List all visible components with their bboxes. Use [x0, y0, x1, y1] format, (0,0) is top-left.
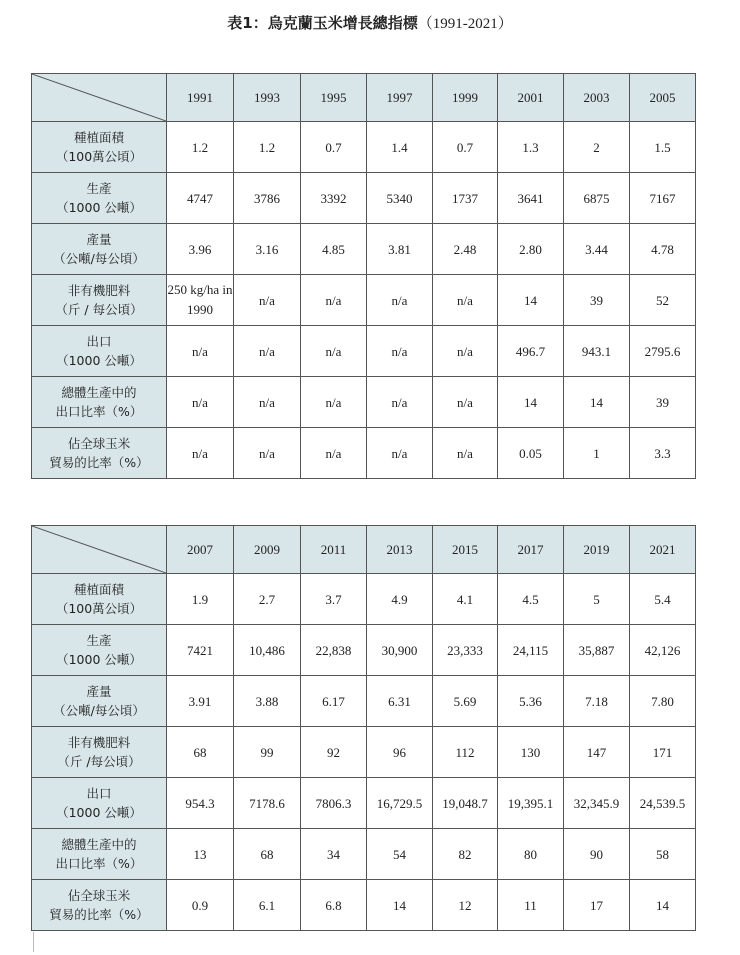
table-cell: 0.7	[433, 122, 498, 173]
table-cell: 3.3	[630, 428, 696, 479]
row-label-line: 貿易的比率（%）	[49, 907, 149, 922]
row-label-line: （1000 公噸）	[56, 200, 142, 215]
table-cell: 3.44	[564, 224, 630, 275]
table-row	[32, 224, 696, 275]
table-cell: n/a	[234, 326, 301, 377]
row-label-line: （100萬公頃）	[55, 149, 143, 164]
table-cell: n/a	[167, 377, 234, 428]
table-cell: 35,887	[564, 625, 630, 676]
table-cell: 147	[564, 727, 630, 778]
title-range: （1991-2021）	[417, 16, 513, 32]
row-label-line: 貿易的比率（%）	[49, 455, 149, 470]
table-row	[32, 829, 696, 880]
table-cell: 7167	[630, 173, 696, 224]
row-label-line: （1000 公噸）	[56, 805, 142, 820]
corner-cell	[32, 526, 167, 574]
row-label	[32, 778, 167, 829]
year-header: 2021	[630, 526, 696, 574]
row-label	[32, 224, 167, 275]
table-cell: 3392	[301, 173, 367, 224]
table-cell: 1.4	[367, 122, 433, 173]
table-cell: 2.48	[433, 224, 498, 275]
row-label-line: 總體生產中的	[61, 385, 137, 400]
table-cell: 7806.3	[301, 778, 367, 829]
table-cell: 171	[630, 727, 696, 778]
year-header: 2003	[564, 74, 630, 122]
table-cell: 22,838	[301, 625, 367, 676]
row-label-line: 佔全球玉米	[67, 888, 131, 903]
table-cell: 10,486	[234, 625, 301, 676]
table-row	[32, 173, 696, 224]
row-label-line: 非有機肥料	[67, 283, 131, 298]
table-cell: 1	[564, 428, 630, 479]
table-cell: n/a	[167, 326, 234, 377]
table-cell: 2	[564, 122, 630, 173]
table-cell: 6.31	[367, 676, 433, 727]
row-label	[32, 122, 167, 173]
row-label-line: （1000 公噸）	[56, 652, 142, 667]
table-cell: 39	[630, 377, 696, 428]
table-cell: 24,115	[498, 625, 564, 676]
table-cell: 11	[498, 880, 564, 931]
table-cell: 954.3	[167, 778, 234, 829]
table-cell: 24,539.5	[630, 778, 696, 829]
table-cell: n/a	[367, 326, 433, 377]
row-label	[32, 275, 167, 326]
table-cell: 0.7	[301, 122, 367, 173]
table-cell: 130	[498, 727, 564, 778]
table-cell: 943.1	[564, 326, 630, 377]
table-cell: 42,126	[630, 625, 696, 676]
table-cell: 6.1	[234, 880, 301, 931]
table-cell: n/a	[433, 326, 498, 377]
table-cell: 5340	[367, 173, 433, 224]
table-cell: 2.7	[234, 574, 301, 625]
row-label	[32, 829, 167, 880]
row-label	[32, 574, 167, 625]
table-cell: 5.69	[433, 676, 498, 727]
table-cell: 4747	[167, 173, 234, 224]
table-cell: 1.5	[630, 122, 696, 173]
table-cell: 99	[234, 727, 301, 778]
table-cell: 68	[234, 829, 301, 880]
table-cell: n/a	[301, 377, 367, 428]
row-label-line: 種植面積	[73, 582, 124, 597]
year-header: 1991	[167, 74, 234, 122]
table-cell: 3786	[234, 173, 301, 224]
row-label-line: 生產	[86, 633, 112, 648]
row-label	[32, 727, 167, 778]
table-cell: 496.7	[498, 326, 564, 377]
row-label	[32, 625, 167, 676]
table-cell: 19,395.1	[498, 778, 564, 829]
table-cell: 52	[630, 275, 696, 326]
table-cell: 14	[498, 275, 564, 326]
table-cell: n/a	[234, 428, 301, 479]
table-cell: 4.78	[630, 224, 696, 275]
table-row	[32, 377, 696, 428]
row-label	[32, 326, 167, 377]
page-edge-mark	[33, 932, 34, 952]
table-cell: n/a	[367, 275, 433, 326]
row-label-line: 出口比率（%）	[55, 856, 143, 871]
table-cell: 3.88	[234, 676, 301, 727]
header-row	[32, 526, 696, 574]
row-label-line: （斤 /每公頃）	[57, 754, 141, 769]
table-cell: 4.1	[433, 574, 498, 625]
table-cell: 5.36	[498, 676, 564, 727]
table-row	[32, 676, 696, 727]
table-cell: 14	[498, 377, 564, 428]
table-cell: 3641	[498, 173, 564, 224]
table-cell: n/a	[433, 377, 498, 428]
table-cell: 3.16	[234, 224, 301, 275]
table-cell: n/a	[433, 428, 498, 479]
table-cell: n/a	[234, 377, 301, 428]
table-cell: 17	[564, 880, 630, 931]
table-cell: 2.80	[498, 224, 564, 275]
table-cell: 54	[367, 829, 433, 880]
table-cell: 14	[630, 880, 696, 931]
table-cell: 1.3	[498, 122, 564, 173]
row-label	[32, 676, 167, 727]
table-cell: 4.9	[367, 574, 433, 625]
row-label-line: 非有機肥料	[67, 735, 131, 750]
table-cell: 32,345.9	[564, 778, 630, 829]
table-row	[32, 778, 696, 829]
row-label	[32, 377, 167, 428]
table-cell: 14	[564, 377, 630, 428]
table-row	[32, 625, 696, 676]
table-cell: 1.9	[167, 574, 234, 625]
table-cell: n/a	[301, 428, 367, 479]
year-header: 2001	[498, 74, 564, 122]
year-header: 2015	[433, 526, 498, 574]
table-cell: 6.8	[301, 880, 367, 931]
diagonal-line	[32, 526, 166, 573]
row-label-line: 出口	[86, 334, 112, 349]
table-row	[32, 326, 696, 377]
table-cell: 0.05	[498, 428, 564, 479]
row-label-line: 出口	[86, 786, 112, 801]
table-cell: 92	[301, 727, 367, 778]
table-cell: 82	[433, 829, 498, 880]
table-cell: 6875	[564, 173, 630, 224]
row-label-line: 生產	[86, 181, 112, 196]
table-row	[32, 880, 696, 931]
table-cell: 250 kg/ha in 1990	[167, 275, 234, 326]
year-header: 2011	[301, 526, 367, 574]
row-label-line: 產量	[86, 232, 112, 247]
table-row	[32, 727, 696, 778]
year-header: 1993	[234, 74, 301, 122]
year-header: 2017	[498, 526, 564, 574]
table-cell: n/a	[301, 275, 367, 326]
table-cell: 39	[564, 275, 630, 326]
table-cell: 1.2	[167, 122, 234, 173]
table-cell: 3.7	[301, 574, 367, 625]
table-cell: 7.80	[630, 676, 696, 727]
table-row	[32, 275, 696, 326]
row-label-line: 產量	[86, 684, 112, 699]
table-cell: 0.9	[167, 880, 234, 931]
row-label	[32, 173, 167, 224]
row-label-line: （100萬公頃）	[55, 601, 143, 616]
year-header: 1999	[433, 74, 498, 122]
year-header: 2005	[630, 74, 696, 122]
table-cell: n/a	[301, 326, 367, 377]
table-cell: 16,729.5	[367, 778, 433, 829]
table-cell: 3.81	[367, 224, 433, 275]
table-row	[32, 574, 696, 625]
year-header: 1995	[301, 74, 367, 122]
row-label-line: 佔全球玉米	[67, 436, 131, 451]
table-cell: 68	[167, 727, 234, 778]
table-row	[32, 428, 696, 479]
table-cell: 6.17	[301, 676, 367, 727]
row-label	[32, 428, 167, 479]
table-cell: n/a	[367, 428, 433, 479]
year-header: 2019	[564, 526, 630, 574]
table-cell: 7.18	[564, 676, 630, 727]
table-cell: 7421	[167, 625, 234, 676]
row-label-line: （斤 / 每公頃）	[55, 302, 143, 317]
row-label	[32, 880, 167, 931]
row-label-line: 種植面積	[73, 130, 124, 145]
table-cell: 5.4	[630, 574, 696, 625]
table-cell: 80	[498, 829, 564, 880]
table-cell: 1.2	[234, 122, 301, 173]
table-cell: 12	[433, 880, 498, 931]
table-cell: 90	[564, 829, 630, 880]
corner-cell	[32, 74, 167, 122]
table-cell: 34	[301, 829, 367, 880]
table-cell: 4.5	[498, 574, 564, 625]
year-header: 2013	[367, 526, 433, 574]
indicator-table-1991-2005	[31, 73, 696, 479]
table-cell: 19,048.7	[433, 778, 498, 829]
year-header: 1997	[367, 74, 433, 122]
table-cell: 5	[564, 574, 630, 625]
table-cell: 4.85	[301, 224, 367, 275]
table-cell: 1737	[433, 173, 498, 224]
row-label-line: 出口比率（%）	[55, 404, 143, 419]
table-cell: n/a	[167, 428, 234, 479]
table-cell: 3.96	[167, 224, 234, 275]
table-cell: 14	[367, 880, 433, 931]
table-cell: 96	[367, 727, 433, 778]
row-label-line: 總體生產中的	[61, 837, 137, 852]
table-cell: 30,900	[367, 625, 433, 676]
indicator-table-2007-2021	[31, 525, 696, 931]
year-header: 2009	[234, 526, 301, 574]
table-cell: n/a	[367, 377, 433, 428]
row-label-line: （公噸/每公頃）	[53, 251, 145, 266]
table-row	[32, 122, 696, 173]
title-text: 表1：烏克蘭玉米增長總指標	[227, 14, 418, 32]
table-cell: n/a	[433, 275, 498, 326]
year-header: 2007	[167, 526, 234, 574]
table-cell: 3.91	[167, 676, 234, 727]
table-cell: 112	[433, 727, 498, 778]
row-label-line: （1000 公噸）	[56, 353, 142, 368]
header-row	[32, 74, 696, 122]
row-label-line: （公噸/每公頃）	[53, 703, 145, 718]
table-cell: 2795.6	[630, 326, 696, 377]
table-cell: n/a	[234, 275, 301, 326]
table-cell: 23,333	[433, 625, 498, 676]
table-cell: 13	[167, 829, 234, 880]
page-title	[0, 12, 740, 33]
diagonal-line	[32, 74, 166, 121]
table-cell: 58	[630, 829, 696, 880]
table-cell: 7178.6	[234, 778, 301, 829]
